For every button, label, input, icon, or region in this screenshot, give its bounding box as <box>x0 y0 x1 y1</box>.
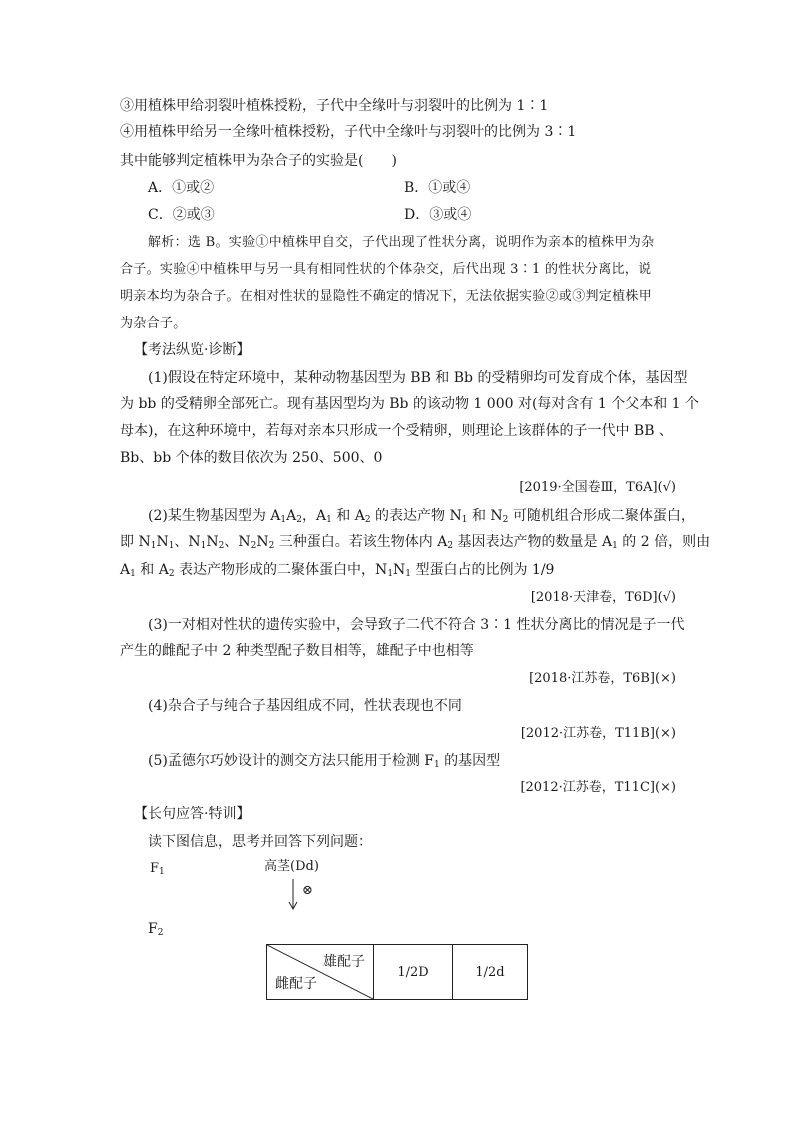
item4-source: [2012·江苏卷，T11B](×) <box>520 726 676 741</box>
item1-line3: 母本)，在这种环境中，若每对亲本只形成一个受精卵，则理论上该群体的子一代中 BB 、 <box>120 423 673 439</box>
option-d: D．③或④ <box>404 207 472 223</box>
explanation-line-1: 解析：选 B。实验①中植株甲自交，子代出现了性状分离，说明作为亲本的植株甲为杂 <box>148 235 655 250</box>
parent-genotype: 高茎(Dd) <box>264 859 319 874</box>
practice-intro: 读下图信息，思考并回答下列问题： <box>148 834 372 850</box>
item3-source: [2018·江苏卷，T6B](×) <box>529 671 676 686</box>
item1-source: [2019·全国卷Ⅲ，T6A](√) <box>519 480 676 495</box>
explanation-line-4: 为杂合子。 <box>120 316 187 331</box>
col-header-d: 1/2d <box>453 945 528 1000</box>
section-heading-practice: 【长句应答·特训】 <box>134 806 251 822</box>
statement-4: ④用植株甲给另一全缘叶植株授粉，子代中全缘叶与羽裂叶的比例为 3∶1 <box>120 124 577 140</box>
option-c: C．②或③ <box>148 207 215 223</box>
f1-label: $F_1$ <box>150 861 165 877</box>
option-a: A．①或② <box>148 180 215 196</box>
explanation-line-2: 合子。实验④中植株甲与另一具有相同性状的个体杂交，后代出现 3∶1 的性状分离比，说 <box>120 262 652 277</box>
item3-line1: (3)一对相对性状的遗传实验中，会导致子二代不符合 3∶1 性状分离比的情况是子一代 <box>148 617 685 633</box>
item5-source: [2012·江苏卷，T11C](×) <box>520 780 676 795</box>
section-heading-review: 【考法纵览·诊断】 <box>134 342 251 358</box>
item2-line1: (2)某生物基因型为 $A_1A_2$，$A_1$ 和 $A_2$ 的表达产物 $N_1$ 和 $N_2$ 可随机组合形成二聚体蛋白， <box>148 508 695 525</box>
down-arrow-icon <box>286 878 300 912</box>
item5-line1: (5)孟德尔巧妙设计的测交方法只能用于检测 $F_1$ 的基因型 <box>148 753 501 770</box>
item1-line2: 为 bb 的受精卵全部死亡。现有基因型均为 Bb 的该动物 1 000 对(每对含有 1 个父本和 1 个 <box>120 396 700 412</box>
item2-line3: $A_1$ 和 $A_2$ 表达产物形成的二聚体蛋白中，$N_1N_1$ 型蛋白占的比例为 1/9 <box>120 562 555 579</box>
question-prompt: 其中能够判定植株甲为杂合子的实验是( ) <box>120 153 397 169</box>
item4-line1: (4)杂合子与纯合子基因组成不同，性状表现也不同 <box>148 698 462 714</box>
item3-line2: 产生的雌配子中 2 种类型配子数目相等，雄配子中也相等 <box>120 643 474 659</box>
option-b: B．①或④ <box>404 180 471 196</box>
female-gamete-label: 雌配子 <box>275 976 317 992</box>
item1-line1: (1)假设在特定环境中，某种动物基因型为 BB 和 Bb 的受精卵均可发育成个体，基因型 <box>148 370 688 386</box>
f2-label: $F_2$ <box>148 921 164 938</box>
male-gamete-label: 雄配子 <box>323 954 365 970</box>
item2-source: [2018·天津卷，T6D](√) <box>530 590 676 605</box>
selfing-icon: ⊗ <box>302 883 313 898</box>
explanation-line-3: 明亲本均为杂合子。在相对性状的显隐性不确定的情况下，无法依据实验②或③判定植株甲 <box>120 289 653 304</box>
item2-line2: 即 $N_1N_1$、$N_1N_2$、$N_2N_2$ 三种蛋白。若该生物体内 $A_2$ 基因表达产物的数量是 $A_1$ 的 2 倍，则由 <box>120 534 711 551</box>
punnett-header-cell <box>267 945 374 1000</box>
col-header-D: 1/2D <box>374 945 453 1000</box>
item1-line4: Bb、bb 个体的数目依次为 250、500、0 <box>120 450 383 466</box>
punnett-table <box>266 944 528 1000</box>
statement-3: ③用植株甲给羽裂叶植株授粉，子代中全缘叶与羽裂叶的比例为 1∶1 <box>120 98 549 114</box>
